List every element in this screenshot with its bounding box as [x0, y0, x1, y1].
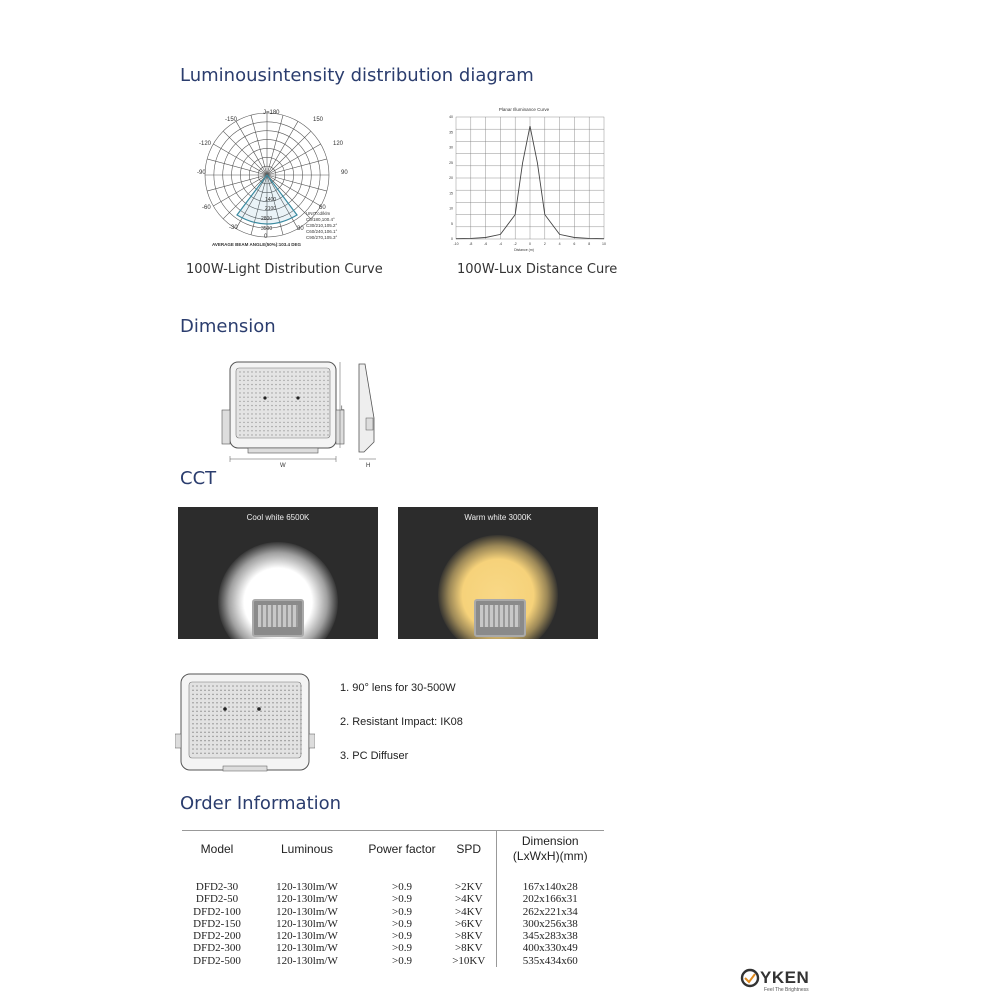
lux-x-tick: 10 — [602, 242, 606, 246]
feature-item: 1. 90° lens for 30-500W — [340, 682, 456, 694]
order-table — [182, 830, 604, 967]
order-cell: >0.9 — [392, 881, 412, 893]
lux-x-tick: -10 — [453, 242, 459, 246]
polar-legend-item: C60/240,106.1° — [306, 229, 338, 234]
polar-spoke — [251, 115, 267, 175]
polar-ring-label: 3500 — [261, 226, 273, 232]
product-front-view — [175, 670, 315, 776]
cct-cool-panel — [178, 507, 378, 639]
order-cell: 120-130lm/W — [276, 881, 338, 893]
order-cell: DFD2-100 — [193, 905, 241, 918]
order-cell: 400x330x49 — [496, 942, 604, 954]
feature-item: 3. PC Diffuser — [340, 750, 409, 762]
order-row — [182, 930, 604, 942]
warm-floodlight-icon — [474, 599, 526, 637]
order-header-luminous: Luminous — [280, 842, 334, 856]
lux-y-tick: 0 — [451, 237, 453, 242]
order-header-dimension: Dimension (LxWxH)(mm) — [496, 831, 604, 868]
order-cell: DFD2-500 — [193, 954, 241, 967]
polar-legend-item: C90/270,105.3° — [306, 235, 338, 240]
lux-y-tick: 10 — [449, 206, 453, 211]
lux-y-tick: 15 — [449, 191, 453, 196]
polar-angle-label: -30 — [229, 225, 238, 231]
dimension-drawing — [218, 358, 383, 470]
polar-ring-label: 2800 — [261, 216, 273, 222]
order-cell: >0.9 — [392, 917, 412, 930]
order-cell: 120-130lm/W — [276, 954, 338, 967]
lux-x-tick: -6 — [484, 242, 488, 246]
section-title-order: Order Information — [180, 793, 342, 814]
order-cell: DFD2-50 — [195, 893, 239, 906]
order-cell: >4KV — [454, 893, 483, 906]
cct-warm-panel — [398, 507, 598, 639]
polar-spoke — [207, 159, 267, 175]
polar-spoke — [267, 159, 327, 175]
order-row — [182, 906, 604, 918]
brand-tagline: Feel The Brightness — [764, 987, 809, 993]
polar-angle-label: -120 — [199, 141, 212, 147]
order-cell: DFD2-200 — [193, 930, 241, 943]
order-row — [182, 942, 604, 954]
polar-footer: AVERAGE BEAM ANGLE(50%):103.4 DEG — [212, 242, 302, 247]
polar-angle-label: 0 — [264, 234, 268, 240]
order-cell: >0.9 — [392, 954, 412, 967]
order-row — [182, 918, 604, 930]
polar-ring-label: 1400 — [265, 197, 277, 203]
lux-xlabel: Distance (m) — [514, 248, 534, 252]
order-cell: >0.9 — [392, 930, 412, 943]
section-title-distribution: Luminousintensity distribution diagram — [180, 65, 534, 86]
lux-y-tick: 5 — [451, 221, 453, 226]
lux-x-tick: -8 — [469, 242, 473, 246]
dimension-w-label: W — [280, 463, 286, 469]
order-header-spd: SPD — [456, 842, 482, 856]
lux-y-tick: 40 — [449, 115, 453, 120]
polar-spoke — [223, 131, 267, 175]
polar-angle-label: -90 — [197, 170, 206, 176]
lux-y-tick: 25 — [449, 160, 453, 165]
lux-x-tick: -2 — [513, 242, 517, 246]
order-cell: >0.9 — [392, 893, 412, 906]
brand-logo-icon — [740, 968, 760, 988]
order-cell: >0.9 — [392, 942, 412, 955]
brand-name: YKEN — [760, 968, 810, 987]
order-cell: 120-130lm/W — [276, 893, 338, 906]
order-row — [182, 867, 604, 893]
warm-white-label: Warm white 3000K — [464, 513, 532, 522]
section-title-dimension: Dimension — [180, 316, 276, 337]
polar-angle-label: 120 — [333, 141, 344, 147]
order-cell: >0.9 — [392, 905, 412, 918]
order-cell: 535x434x60 — [496, 955, 604, 967]
order-cell: DFD2-150 — [193, 917, 241, 930]
lux-chart-title: Planar Illuminance Curve — [498, 107, 550, 112]
polar-spoke — [267, 131, 311, 175]
cool-floodlight-icon — [252, 599, 304, 637]
order-cell: 262x221x34 — [496, 906, 604, 918]
polar-legend-item: C30/210,105.2° — [306, 223, 338, 228]
polar-chart-caption: 100W-Light Distribution Curve — [186, 262, 383, 277]
polar-angle-label: 30 — [297, 226, 304, 232]
lux-x-tick: 2 — [543, 242, 546, 246]
lux-x-tick: -4 — [498, 242, 502, 246]
cool-white-label: Cool white 6500K — [246, 513, 310, 522]
feature-item: 2. Resistant Impact: IK08 — [340, 716, 463, 728]
polar-angle-label: 150 — [313, 117, 324, 123]
order-cell: 202x166x31 — [496, 893, 604, 905]
order-cell: >4KV — [454, 905, 483, 918]
order-cell: 345x283x38 — [496, 930, 604, 942]
order-cell: 120-130lm/W — [276, 917, 338, 930]
order-header-power-factor: Power factor — [368, 842, 436, 856]
order-cell: >10KV — [452, 954, 486, 967]
order-cell: >8KV — [454, 930, 483, 943]
lux-x-tick: 8 — [588, 242, 591, 246]
lux-y-tick: 30 — [449, 145, 453, 150]
order-cell: DFD2-30 — [195, 881, 239, 893]
polar-legend-item: C0/180,100.4° — [306, 217, 335, 222]
order-cell: DFD2-300 — [193, 942, 241, 955]
section-title-cct: CCT — [180, 468, 217, 489]
lux-y-tick: 20 — [449, 176, 453, 181]
polar-spoke — [267, 115, 283, 175]
lux-x-tick: 4 — [558, 242, 561, 246]
polar-distribution-chart — [185, 103, 375, 253]
lux-distance-chart — [438, 105, 610, 255]
lux-x-tick: 0 — [529, 242, 531, 246]
polar-angle-label: -60 — [202, 205, 211, 211]
lux-y-tick: 35 — [449, 130, 453, 135]
order-cell: >6KV — [454, 917, 483, 930]
lux-chart-caption: 100W-Lux Distance Cure — [457, 262, 618, 277]
dimension-h-label: H — [366, 463, 371, 469]
polar-ring-label: 2100 — [265, 206, 277, 212]
order-row — [182, 893, 604, 905]
lux-x-tick: 6 — [573, 242, 576, 246]
polar-angle-label: 90 — [341, 170, 348, 176]
order-cell: 167x140x28 — [496, 867, 604, 893]
order-cell: >2KV — [454, 881, 483, 893]
order-cell: 120-130lm/W — [276, 942, 338, 955]
polar-angle-label: -150 — [225, 117, 238, 123]
order-row — [182, 955, 604, 967]
order-cell: 120-130lm/W — [276, 905, 338, 918]
order-cell: 120-130lm/W — [276, 930, 338, 943]
dimension-l-label: L — [341, 406, 345, 412]
order-cell: >8KV — [454, 942, 483, 955]
polar-angle-label: 60 — [319, 205, 326, 211]
polar-unit: UNIT:cd/klm — [306, 211, 331, 216]
polar-angle-top: J=180 — [263, 110, 280, 116]
order-cell: 300x256x38 — [496, 918, 604, 930]
order-header-model: Model — [200, 842, 234, 856]
